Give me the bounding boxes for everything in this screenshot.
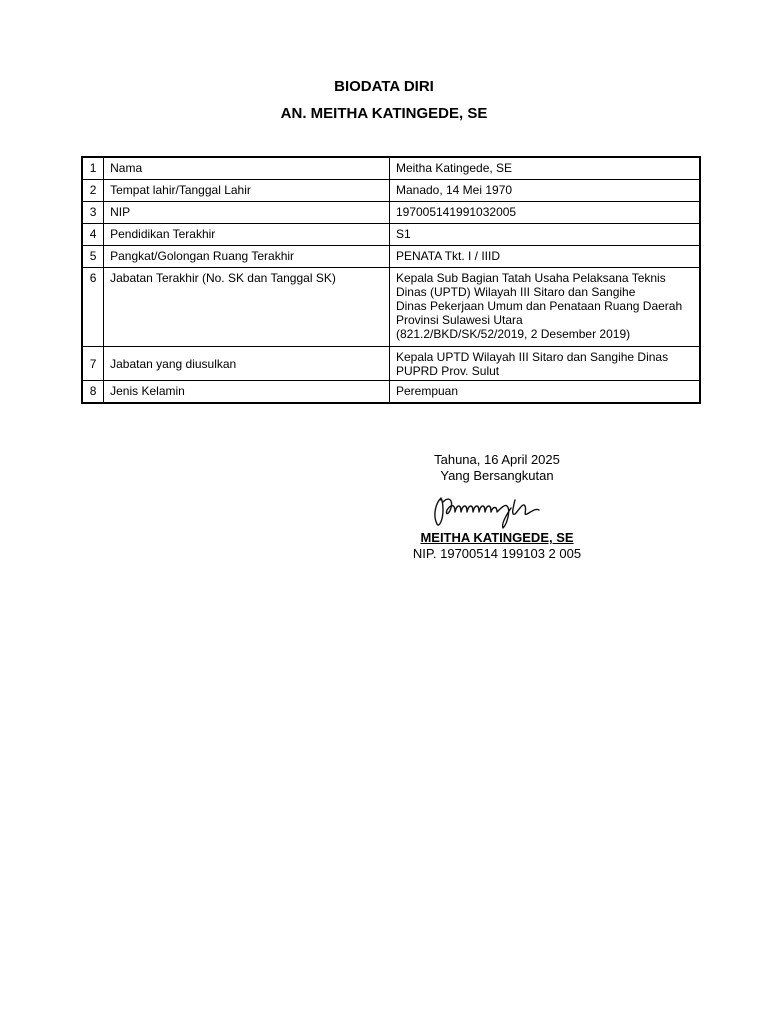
value-line: Kepala Sub Bagian Tatah Usaha Pelaksana Teknis (395, 271, 666, 285)
table-row (82, 246, 700, 268)
row-value (389, 202, 700, 224)
document-subtitle: AN. MEITHA KATINGEDE, SE (280, 105, 488, 122)
row-label: Jabatan Terakhir (No. SK dan Tanggal SK) (104, 268, 390, 347)
row-value (389, 246, 700, 268)
row-value (389, 224, 700, 246)
value-line: (821.2/BKD/SK/52/2019, 2 Desember 2019) (395, 327, 631, 341)
value-line: Dinas (UPTD) Wilayah III Sitaro dan Sangihe (395, 285, 636, 299)
row-label: Nama (104, 157, 390, 180)
row-value (389, 381, 700, 404)
row-value (389, 157, 700, 180)
table-row (82, 180, 700, 202)
table-row (82, 347, 700, 381)
value-line: Perempuan (395, 384, 459, 398)
row-value (389, 347, 700, 381)
value-line: Meitha Katingede, SE (395, 161, 513, 175)
signer-nip: NIP. 19700514 199103 2 005 (412, 546, 582, 561)
row-value (389, 180, 700, 202)
table-row (82, 381, 700, 404)
value-line: Provinsi Sulawesi Utara (395, 313, 523, 327)
row-number: 3 (82, 202, 104, 224)
value-line: PENATA Tkt. I / IIID (395, 249, 500, 263)
value-line: Manado, 14 Mei 1970 (395, 183, 513, 197)
row-number: 2 (82, 180, 104, 202)
value-line: 197005141991032005 (395, 205, 517, 219)
row-number: 4 (82, 224, 104, 246)
value-line: Kepala UPTD Wilayah III Sitaro dan Sangihe Dinas (395, 350, 669, 364)
value-line: Dinas Pekerjaan Umum dan Penataan Ruang Daerah (395, 299, 683, 313)
row-number: 1 (82, 157, 104, 180)
row-label: Jenis Kelamin (104, 381, 390, 404)
place-date: Tahuna, 16 April 2025 (434, 452, 560, 467)
handwritten-signature (427, 490, 567, 530)
row-value (389, 268, 700, 347)
value-line: S1 (395, 227, 411, 241)
row-label: Jabatan yang diusulkan (104, 347, 390, 381)
signer-role: Yang Bersangkutan (440, 468, 554, 483)
row-label: Pangkat/Golongan Ruang Terakhir (104, 246, 390, 268)
table-row (82, 268, 700, 347)
row-number: 6 (82, 268, 104, 347)
table-row (82, 157, 700, 180)
row-label: NIP (104, 202, 390, 224)
signature-block (387, 452, 607, 562)
row-label: Pendidikan Terakhir (104, 224, 390, 246)
signer-name: MEITHA KATINGEDE, SE (420, 530, 574, 545)
table-row (82, 202, 700, 224)
table-row (82, 224, 700, 246)
document-title: BIODATA DIRI (334, 78, 434, 95)
biodata-table (81, 156, 701, 404)
row-number: 8 (82, 381, 104, 404)
value-line: PUPRD Prov. Sulut (395, 364, 500, 378)
row-number: 7 (82, 347, 104, 381)
row-number: 5 (82, 246, 104, 268)
row-label: Tempat lahir/Tanggal Lahir (104, 180, 390, 202)
